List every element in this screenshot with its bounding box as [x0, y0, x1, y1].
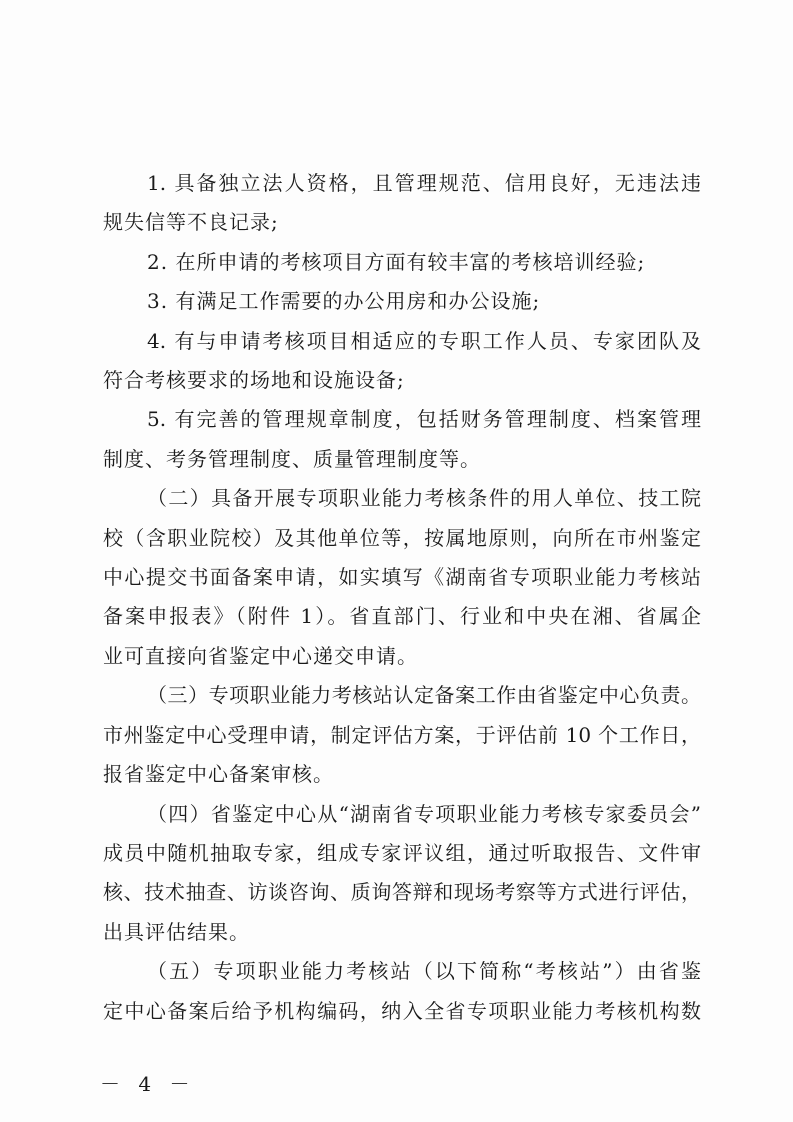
text-line: 4. 有与申请考核项目相适应的专职工作人员、专家团队及 [147, 328, 701, 353]
text-line: 报省鉴定中心备案审核。 [103, 762, 334, 787]
text-line: 校（含职业院校）及其他单位等，按属地原则，向所在市州鉴定 [103, 525, 701, 550]
paragraph [103, 243, 701, 282]
text-line: 市州鉴定中心受理申请，制定评估方案，于评估前 10 个工作日， [103, 722, 701, 747]
text-line: （三）专项职业能力考核站认定备案工作由省鉴定中心负责。 [147, 683, 701, 708]
text-line: （四）省鉴定中心从“湖南省专项职业能力考核专家委员会” [147, 801, 701, 826]
text-line: 规失信等不良记录; [103, 210, 279, 235]
text-line: （二）具备开展专项职业能力考核条件的用人单位、技工院 [147, 486, 701, 511]
page-number: － 4 － [100, 1072, 196, 1096]
text-line: 核、技术抽查、访谈咨询、质询答辩和现场考察等方式进行评估， [103, 880, 701, 905]
paragraph [103, 952, 701, 1031]
text-line: 5. 有完善的管理规章制度，包括财务管理制度、档案管理 [147, 407, 701, 432]
text-line: 成员中随机抽取专家，组成专家评议组，通过听取报告、文件审 [103, 840, 701, 865]
text-line: 备案申报表》（附件 1）。省直部门、行业和中央在湘、省属企 [103, 604, 701, 629]
text-line: 中心提交书面备案申请，如实填写《湖南省专项职业能力考核站 [103, 565, 701, 590]
text-line: 业可直接向省鉴定中心递交申请。 [103, 643, 418, 668]
text-line: 定中心备案后给予机构编码，纳入全省专项职业能力考核机构数 [103, 998, 701, 1023]
paragraph [103, 322, 701, 401]
text-line: 2. 在所申请的考核项目方面有较丰富的考核培训经验; [147, 249, 646, 274]
text-line: 制度、考务管理制度、质量管理制度等。 [103, 446, 481, 471]
paragraph [103, 282, 701, 321]
text-line: 1. 具备独立法人资格，且管理规范、信用良好，无违法违 [147, 171, 701, 195]
paragraph [103, 795, 701, 953]
paragraph [103, 400, 701, 479]
text-line: （五）专项职业能力考核站（以下简称“考核站”）由省鉴 [147, 959, 701, 984]
body-text [103, 164, 701, 1031]
text-line: 符合考核要求的场地和设施设备; [103, 368, 405, 393]
paragraph [103, 164, 701, 243]
paragraph [103, 676, 701, 794]
paragraph [103, 479, 701, 676]
text-line: 3. 有满足工作需要的办公用房和办公设施; [147, 289, 541, 314]
text-line: 出具评估结果。 [103, 919, 250, 944]
